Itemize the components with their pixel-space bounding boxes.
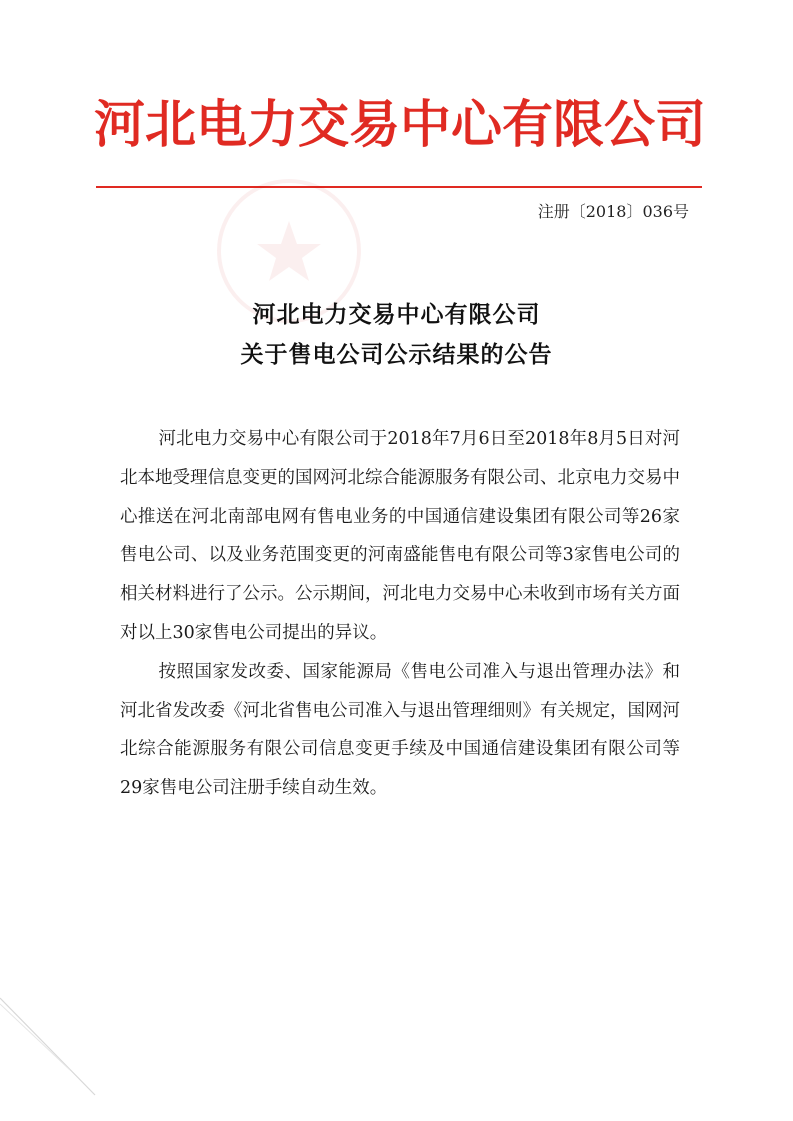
body-paragraph-2: 按照国家发改委、国家能源局《售电公司准入与退出管理办法》和河北省发改委《河北省售电公司准入与退出管理细则》有关规定，国网河北综合能源服务有限公司信息变更手续及中国通信建设集团有限公司等29家售电公司注册手续自动生效。 — [120, 661, 680, 799]
notice-body — [120, 420, 680, 808]
red-divider-line — [96, 186, 702, 188]
body-paragraph-1: 河北电力交易中心有限公司于2018年7月6日至2018年8月5日对河北本地受理信息变更的国网河北综合能源服务有限公司、北京电力交易中心推送在河北南部电网有售电业务的中国通信建设集团有限公司等26家售电公司、以及业务范围变更的河南盛能售电有限公司等3家售电公司的相关材料进行了公示。公示期间，河北电力交易中心未收到市场有关方面对以上30家售电公司提出的异议。 — [120, 429, 680, 643]
scan-edge-mark — [0, 990, 100, 1100]
notice-title-line-1: 河北电力交易中心有限公司 — [252, 302, 541, 328]
letterhead-title: 河北电力交易中心有限公司 — [94, 96, 707, 155]
notice-title-line-2: 关于售电公司公示结果的公告 — [240, 342, 553, 368]
document-number: 注册〔2018〕036号 — [537, 202, 689, 221]
